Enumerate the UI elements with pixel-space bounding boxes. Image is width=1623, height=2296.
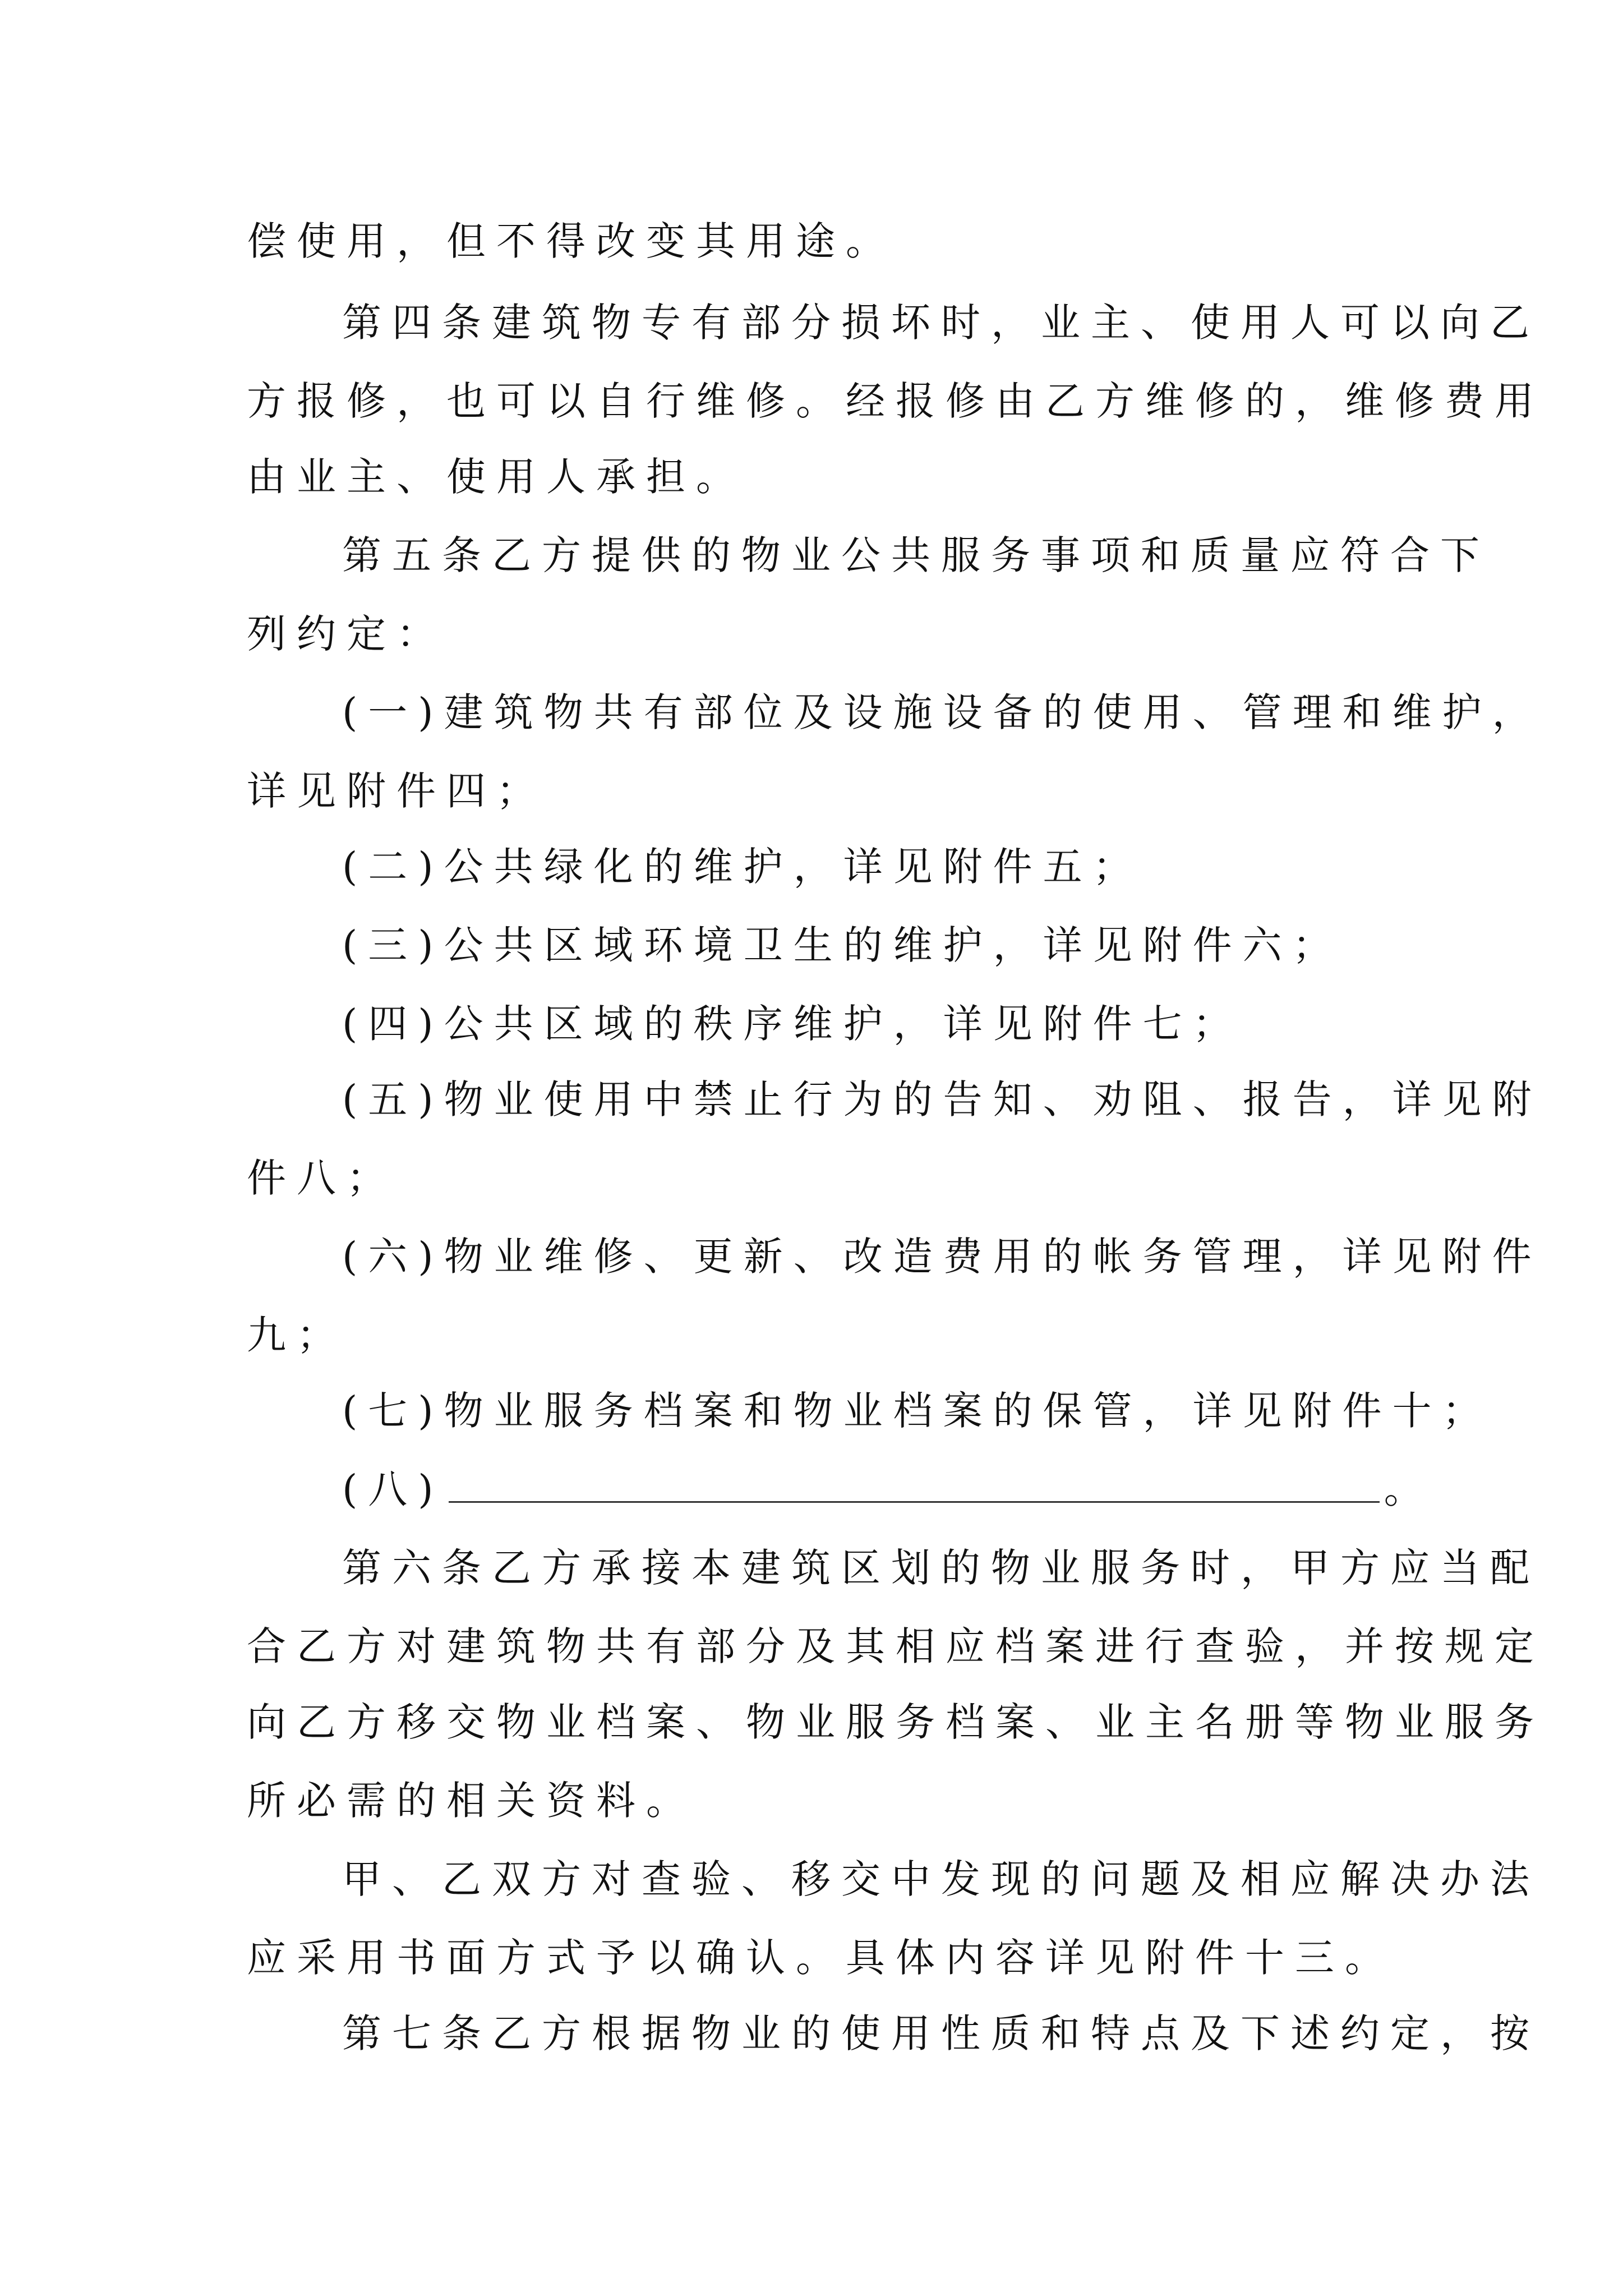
item-label: (八) xyxy=(342,1466,444,1512)
text-line: 九； xyxy=(247,1312,347,1358)
text-line: 第五条乙方提供的物业公共服务事项和质量应符合下 xyxy=(342,532,1490,578)
text-line: 第六条乙方承接本建筑区划的物业服务时，甲方应当配 xyxy=(342,1545,1540,1591)
text-line: (四)公共区域的秩序维护，详见附件七； xyxy=(342,1001,1243,1047)
text-line: (二)公共绿化的维护，详见附件五； xyxy=(342,844,1143,890)
text-line: 详见附件四； xyxy=(247,768,546,814)
text-line: 偿使用，但不得改变其用途。 xyxy=(247,218,896,264)
text-line: (三)公共区域环境卫生的维护，详见附件六； xyxy=(342,922,1343,968)
text-line: 向乙方移交物业档案、物业服务档案、业主名册等物业服务 xyxy=(247,1699,1544,1745)
text-line: 合乙方对建筑物共有部分及其相应档案进行查验，并按规定 xyxy=(247,1623,1544,1669)
text-line: (七)物业服务档案和物业档案的保管，详见附件十； xyxy=(342,1388,1492,1434)
text-line: 应采用书面方式予以确认。具体内容详见附件十三。 xyxy=(247,1935,1395,1981)
text-line: 甲、乙双方对查验、移交中发现的问题及相应解决办法 xyxy=(342,1856,1540,1902)
text-line: 所必需的相关资料。 xyxy=(247,1778,696,1824)
text-line: (一)建筑物共有部位及设施设备的使用、管理和维护， xyxy=(342,689,1542,735)
text-line: (六)物业维修、更新、改造费用的帐务管理，详见附件 xyxy=(342,1234,1542,1280)
text-line: 第四条建筑物专有部分损坏时，业主、使用人可以向乙 xyxy=(342,300,1540,346)
text-line: 第七条乙方根据物业的使用性质和特点及下述约定，按 xyxy=(342,2010,1540,2056)
text-line: 列约定： xyxy=(247,611,446,657)
fill-in-line xyxy=(342,1461,1434,1517)
text-line: 由业主、使用人承担。 xyxy=(247,454,746,500)
text-line: 方报修，也可以自行维修。经报修由乙方维修的，维修费用 xyxy=(247,378,1544,424)
text-line: (五)物业使用中禁止行为的告知、劝阻、报告，详见附 xyxy=(342,1076,1542,1122)
text-line: 件八； xyxy=(247,1155,396,1201)
end-punctuation: 。 xyxy=(1384,1466,1434,1512)
blank-underline xyxy=(449,1462,1380,1503)
